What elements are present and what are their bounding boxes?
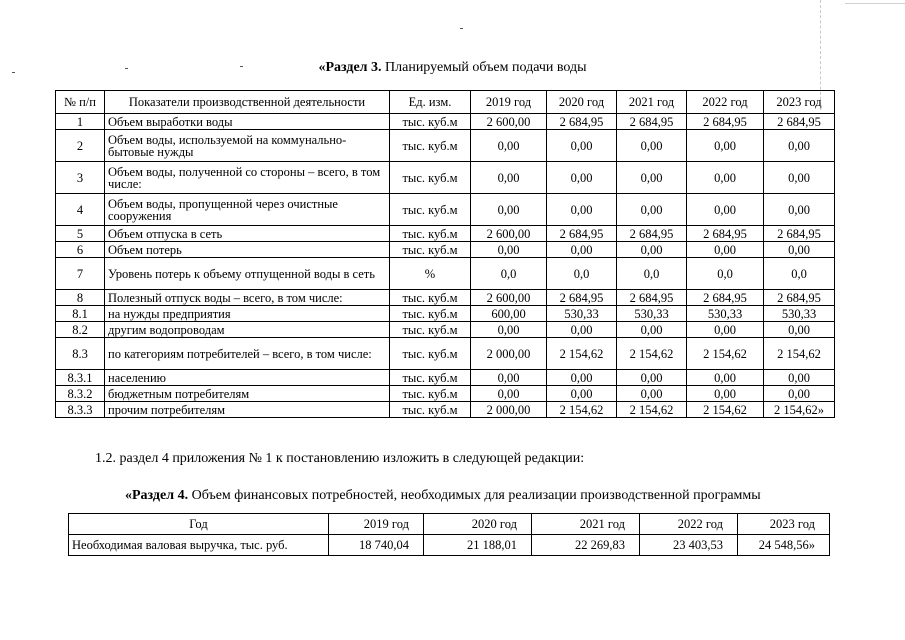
table-row bbox=[56, 306, 835, 322]
value-cell: 0,00 bbox=[471, 162, 547, 194]
unit-cell: тыс. куб.м bbox=[390, 226, 471, 242]
table-row bbox=[56, 226, 835, 242]
row-number-cell: 2 bbox=[56, 130, 105, 162]
table-row bbox=[56, 194, 835, 226]
row-number-cell: 8.3 bbox=[56, 338, 105, 370]
value-cell: 2 684,95 bbox=[547, 290, 617, 306]
value-cell: 0,00 bbox=[617, 386, 687, 402]
row-number-cell: 6 bbox=[56, 242, 105, 258]
indicator-cell: Полезный отпуск воды – всего, в том числе: bbox=[105, 290, 390, 306]
value-cell: 0,00 bbox=[471, 194, 547, 226]
column-header: 2023 год bbox=[738, 514, 830, 535]
value-cell: 530,33 bbox=[617, 306, 687, 322]
value-cell: 2 684,95 bbox=[764, 290, 835, 306]
value-cell: 2 154,62 bbox=[687, 338, 764, 370]
row-number-cell: 8.1 bbox=[56, 306, 105, 322]
table-row bbox=[56, 370, 835, 386]
value-cell: 0,00 bbox=[617, 322, 687, 338]
value-cell: 0,00 bbox=[617, 130, 687, 162]
unit-cell: тыс. куб.м bbox=[390, 338, 471, 370]
table-row bbox=[56, 290, 835, 306]
value-cell: 2 684,95 bbox=[617, 226, 687, 242]
value-cell: 0,00 bbox=[764, 370, 835, 386]
unit-cell: тыс. куб.м bbox=[390, 386, 471, 402]
column-header: 2021 год bbox=[532, 514, 640, 535]
value-cell: 0,00 bbox=[687, 242, 764, 258]
indicator-cell: по категориям потребителей – всего, в том числе: bbox=[105, 338, 390, 370]
value-cell: 0,00 bbox=[687, 130, 764, 162]
value-cell: 2 600,00 bbox=[471, 114, 547, 130]
table-header-row bbox=[56, 91, 835, 114]
value-cell: 24 548,56» bbox=[738, 535, 830, 556]
scan-artifact-line bbox=[845, 3, 905, 4]
value-cell: 2 684,95 bbox=[687, 114, 764, 130]
table-row bbox=[56, 242, 835, 258]
column-header: 2022 год bbox=[687, 91, 764, 114]
value-cell: 21 188,01 bbox=[424, 535, 532, 556]
table-row bbox=[56, 162, 835, 194]
value-cell: 22 269,83 bbox=[532, 535, 640, 556]
value-cell: 0,00 bbox=[764, 322, 835, 338]
table-row bbox=[56, 130, 835, 162]
table-row bbox=[56, 338, 835, 370]
value-cell: 2 154,62 bbox=[764, 338, 835, 370]
unit-cell: тыс. куб.м bbox=[390, 114, 471, 130]
value-cell: 0,0 bbox=[471, 258, 547, 290]
value-cell: 2 684,95 bbox=[687, 290, 764, 306]
value-cell: 0,00 bbox=[547, 194, 617, 226]
table-row bbox=[56, 114, 835, 130]
column-header: 2021 год bbox=[617, 91, 687, 114]
row-number-cell: 3 bbox=[56, 162, 105, 194]
section3-title bbox=[0, 60, 905, 76]
value-cell: 2 000,00 bbox=[471, 338, 547, 370]
section4-title-bold: «Раздел 4. bbox=[125, 488, 189, 503]
value-cell: 18 740,04 bbox=[329, 535, 424, 556]
indicator-cell: бюджетным потребителям bbox=[105, 386, 390, 402]
value-cell: 0,00 bbox=[547, 322, 617, 338]
section3-title-text: Планируемый объем подачи воды bbox=[381, 60, 587, 75]
table-row bbox=[69, 535, 830, 556]
value-cell: 0,0 bbox=[547, 258, 617, 290]
value-cell: 0,00 bbox=[471, 386, 547, 402]
indicator-cell: Объем воды, пропущенной через очистные сооружения bbox=[105, 194, 390, 226]
unit-cell: тыс. куб.м bbox=[390, 242, 471, 258]
value-cell: 2 154,62 bbox=[547, 338, 617, 370]
column-header: 2023 год bbox=[764, 91, 835, 114]
indicator-cell: прочим потребителям bbox=[105, 402, 390, 418]
row-number-cell: 5 bbox=[56, 226, 105, 242]
value-cell: 0,00 bbox=[471, 242, 547, 258]
value-cell: 0,00 bbox=[764, 194, 835, 226]
column-header: № п/п bbox=[56, 91, 105, 114]
unit-cell: тыс. куб.м bbox=[390, 370, 471, 386]
row-number-cell: 8.3.1 bbox=[56, 370, 105, 386]
value-cell: 0,0 bbox=[617, 258, 687, 290]
indicator-cell: Объем воды, используемой на коммунально-бытовые нужды bbox=[105, 130, 390, 162]
row-number-cell: 8.3.2 bbox=[56, 386, 105, 402]
value-cell: 2 600,00 bbox=[471, 290, 547, 306]
value-cell: 0,00 bbox=[687, 386, 764, 402]
column-header: Показатели производственной деятельности bbox=[105, 91, 390, 114]
row-number-cell: 8.3.3 bbox=[56, 402, 105, 418]
indicator-cell: на нужды предприятия bbox=[105, 306, 390, 322]
column-header: 2019 год bbox=[471, 91, 547, 114]
value-cell: 0,00 bbox=[471, 130, 547, 162]
unit-cell: тыс. куб.м bbox=[390, 402, 471, 418]
value-cell: 0,00 bbox=[471, 370, 547, 386]
section4-table bbox=[68, 513, 830, 556]
section3-table bbox=[55, 90, 835, 418]
value-cell: 2 600,00 bbox=[471, 226, 547, 242]
row-number-cell: 1 bbox=[56, 114, 105, 130]
value-cell: 0,00 bbox=[547, 162, 617, 194]
value-cell: 0,00 bbox=[617, 162, 687, 194]
value-cell: 2 154,62 bbox=[617, 402, 687, 418]
unit-cell: тыс. куб.м bbox=[390, 162, 471, 194]
value-cell: 2 154,62» bbox=[764, 402, 835, 418]
indicator-cell: другим водопроводам bbox=[105, 322, 390, 338]
value-cell: 2 154,62 bbox=[617, 338, 687, 370]
value-cell: 2 684,95 bbox=[547, 114, 617, 130]
value-cell: 0,00 bbox=[687, 194, 764, 226]
value-cell: 2 684,95 bbox=[687, 226, 764, 242]
indicator-cell: населению bbox=[105, 370, 390, 386]
value-cell: 0,00 bbox=[617, 370, 687, 386]
instruction-paragraph: 1.2. раздел 4 приложения № 1 к постановлению изложить в следующей редакции: bbox=[95, 451, 585, 466]
unit-cell: тыс. куб.м bbox=[390, 130, 471, 162]
value-cell: 23 403,53 bbox=[640, 535, 738, 556]
value-cell: 2 684,95 bbox=[617, 290, 687, 306]
row-number-cell: 7 bbox=[56, 258, 105, 290]
column-header: Ед. изм. bbox=[390, 91, 471, 114]
value-cell: 2 684,95 bbox=[547, 226, 617, 242]
table-row bbox=[56, 258, 835, 290]
value-cell: 530,33 bbox=[547, 306, 617, 322]
row-number-cell: 8 bbox=[56, 290, 105, 306]
column-header: 2020 год bbox=[424, 514, 532, 535]
value-cell: 0,00 bbox=[617, 194, 687, 226]
value-cell: 0,00 bbox=[471, 322, 547, 338]
value-cell: 0,00 bbox=[764, 242, 835, 258]
unit-cell: тыс. куб.м bbox=[390, 322, 471, 338]
column-header: Год bbox=[69, 514, 329, 535]
value-cell: 2 684,95 bbox=[617, 114, 687, 130]
value-cell: 0,0 bbox=[687, 258, 764, 290]
section3-title-bold: «Раздел 3. bbox=[318, 60, 382, 75]
indicator-cell: Уровень потерь к объему отпущенной воды в сеть bbox=[105, 258, 390, 290]
value-cell: 0,00 bbox=[764, 386, 835, 402]
section4-title-text: Объем финансовых потребностей, необходимых для реализации производственной программы bbox=[188, 488, 761, 503]
column-header: 2020 год bbox=[547, 91, 617, 114]
indicator-cell: Объем отпуска в сеть bbox=[105, 226, 390, 242]
value-cell: 0,00 bbox=[547, 130, 617, 162]
row-number-cell: 8.2 bbox=[56, 322, 105, 338]
value-cell: 0,00 bbox=[687, 370, 764, 386]
unit-cell: тыс. куб.м bbox=[390, 306, 471, 322]
table-row bbox=[56, 402, 835, 418]
indicator-cell: Необходимая валовая выручка, тыс. руб. bbox=[69, 535, 329, 556]
value-cell: 2 154,62 bbox=[687, 402, 764, 418]
value-cell: 0,00 bbox=[687, 322, 764, 338]
value-cell: 530,33 bbox=[764, 306, 835, 322]
value-cell: 0,00 bbox=[547, 386, 617, 402]
scan-speck bbox=[460, 28, 463, 29]
value-cell: 600,00 bbox=[471, 306, 547, 322]
table-row bbox=[56, 386, 835, 402]
indicator-cell: Объем выработки воды bbox=[105, 114, 390, 130]
column-header: 2022 год bbox=[640, 514, 738, 535]
value-cell: 0,0 bbox=[764, 258, 835, 290]
value-cell: 2 000,00 bbox=[471, 402, 547, 418]
value-cell: 2 684,95 bbox=[764, 114, 835, 130]
value-cell: 0,00 bbox=[547, 242, 617, 258]
value-cell: 2 154,62 bbox=[547, 402, 617, 418]
row-number-cell: 4 bbox=[56, 194, 105, 226]
value-cell: 0,00 bbox=[547, 370, 617, 386]
value-cell: 0,00 bbox=[687, 162, 764, 194]
value-cell: 0,00 bbox=[764, 162, 835, 194]
unit-cell: % bbox=[390, 258, 471, 290]
table-header-row bbox=[69, 514, 830, 535]
value-cell: 530,33 bbox=[687, 306, 764, 322]
unit-cell: тыс. куб.м bbox=[390, 290, 471, 306]
unit-cell: тыс. куб.м bbox=[390, 194, 471, 226]
indicator-cell: Объем потерь bbox=[105, 242, 390, 258]
indicator-cell: Объем воды, полученной со стороны – всего, в том числе: bbox=[105, 162, 390, 194]
section4-title bbox=[125, 488, 761, 504]
value-cell: 0,00 bbox=[617, 242, 687, 258]
column-header: 2019 год bbox=[329, 514, 424, 535]
value-cell: 0,00 bbox=[764, 130, 835, 162]
value-cell: 2 684,95 bbox=[764, 226, 835, 242]
table-row bbox=[56, 322, 835, 338]
